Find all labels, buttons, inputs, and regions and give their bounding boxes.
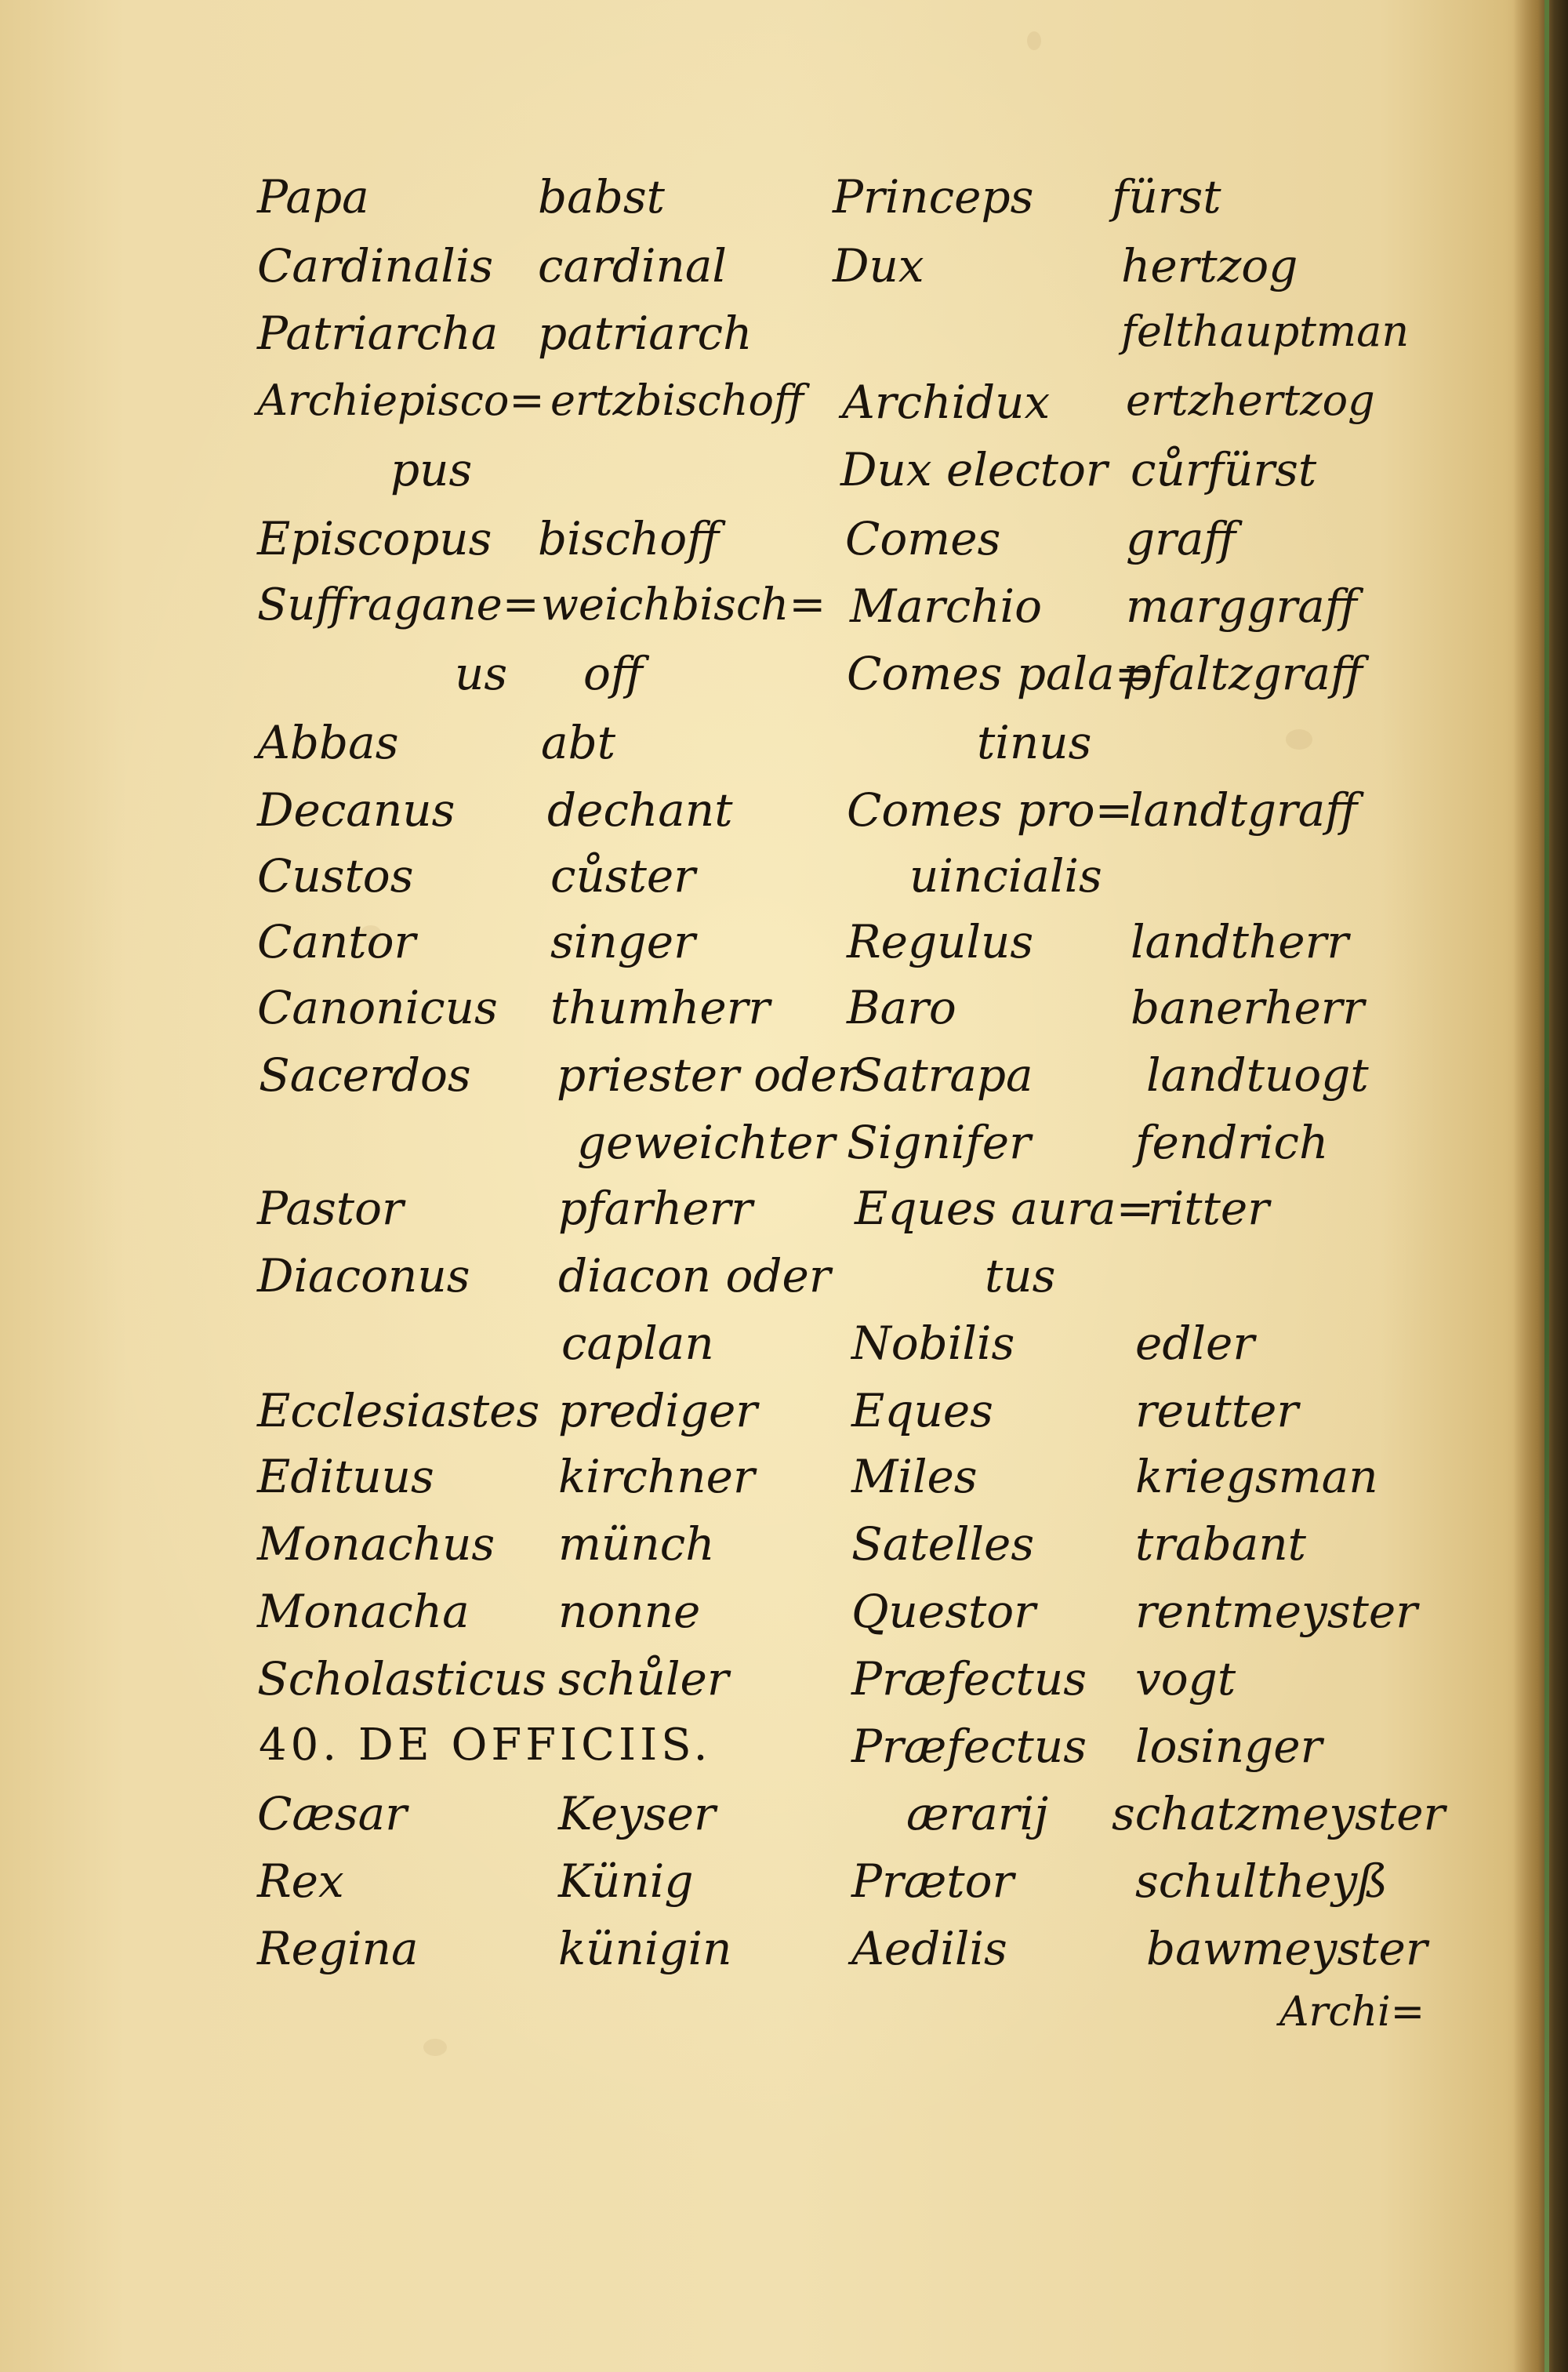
term-german: trabant: [1135, 1517, 1306, 1571]
term-german: abt: [541, 716, 616, 769]
term-latin: Episcopus: [257, 512, 492, 565]
term-latin: Papa: [257, 170, 369, 223]
term-latin: Diaconus: [257, 1249, 470, 1302]
term-german: marggraff: [1126, 579, 1357, 633]
term-latin: Præfectus: [851, 1652, 1087, 1705]
term-german: cůrfürst: [1131, 443, 1317, 496]
term-latin: Eques: [851, 1384, 993, 1437]
term-latin: Cardinalis: [257, 239, 494, 292]
term-latin: Monacha: [257, 1585, 470, 1638]
term-latin: Satelles: [851, 1517, 1035, 1571]
term-latin: Patriarcha: [257, 307, 499, 360]
term-latin: Marchio: [850, 579, 1042, 633]
term-german: künigin: [558, 1922, 732, 1975]
term-german: rentmeyster: [1135, 1585, 1417, 1638]
term-latin: Comes pala=: [847, 647, 1153, 700]
term-latin: Suffragane=: [257, 579, 539, 630]
term-latin: tus: [985, 1249, 1056, 1302]
term-german: cůster: [550, 849, 695, 903]
term-german: nonne: [558, 1585, 701, 1638]
term-german: banerherr: [1131, 981, 1365, 1034]
term-latin: Satrapa: [851, 1048, 1033, 1102]
term-german: münch: [558, 1517, 715, 1571]
term-latin: Signifer: [847, 1116, 1031, 1169]
term-german: fürst: [1112, 170, 1221, 223]
term-german: geweichter: [577, 1116, 836, 1169]
term-german: landtherr: [1131, 915, 1349, 968]
term-latin: Archiepisco=: [257, 376, 545, 425]
term-german: diacon oder: [558, 1249, 831, 1302]
paper-stain: [1286, 729, 1312, 750]
term-german: bischoff: [538, 512, 720, 565]
term-german: landtgraff: [1129, 783, 1358, 837]
paper-stain: [1027, 31, 1041, 50]
term-latin: Scholasticus: [257, 1652, 546, 1705]
term-latin: tinus: [977, 716, 1092, 769]
term-german: dechant: [547, 783, 733, 837]
term-german: caplan: [561, 1317, 714, 1370]
term-german: vogt: [1135, 1652, 1236, 1705]
term-german: priester oder: [557, 1048, 859, 1102]
paper-stain: [423, 2039, 447, 2056]
term-latin: Dux: [833, 239, 924, 292]
term-latin: Pastor: [257, 1182, 404, 1235]
term-latin: Questor: [851, 1585, 1036, 1638]
term-latin: Baro: [847, 981, 956, 1034]
term-german: Künig: [558, 1854, 694, 1908]
term-latin: Canonicus: [257, 981, 498, 1034]
term-german: losinger: [1135, 1720, 1323, 1773]
term-latin: Decanus: [257, 783, 456, 837]
term-latin: Eques aura=: [855, 1182, 1155, 1235]
term-german: felthauptman: [1121, 307, 1410, 356]
term-latin: Archidux: [842, 376, 1051, 429]
term-latin: Regulus: [847, 915, 1034, 968]
term-german: off: [583, 647, 644, 700]
term-german: graff: [1126, 512, 1236, 565]
term-german: reutter: [1135, 1384, 1299, 1437]
term-german: prediger: [558, 1384, 758, 1437]
term-latin: Comes: [845, 512, 1001, 565]
term-german: pfarherr: [558, 1182, 753, 1235]
page-edge-binding: [1544, 0, 1549, 2372]
term-latin: Sacerdos: [259, 1048, 471, 1102]
term-latin: Præfectus: [851, 1720, 1087, 1773]
term-german: schultheyß: [1135, 1854, 1388, 1908]
term-german: landtuogt: [1146, 1048, 1369, 1102]
term-latin: Cæsar: [257, 1787, 407, 1840]
term-latin: Aedilis: [851, 1922, 1007, 1975]
term-latin: Nobilis: [851, 1317, 1015, 1370]
term-german: pfaltzgraff: [1123, 647, 1363, 700]
term-latin: Miles: [851, 1450, 978, 1503]
term-german: fendrich: [1135, 1116, 1329, 1169]
term-german: ritter: [1148, 1182, 1269, 1235]
term-latin: Comes pro=: [847, 783, 1134, 837]
term-german: patriarch: [538, 307, 753, 360]
term-latin: us: [455, 647, 508, 700]
term-german: hertzog: [1121, 239, 1298, 292]
term-latin: Prætor: [851, 1854, 1014, 1908]
term-german: ertzbischoff: [550, 376, 804, 425]
page-edge-shadow: [1513, 0, 1568, 2372]
term-latin: Rex: [257, 1854, 344, 1908]
catchword: Archi=: [1279, 1989, 1425, 2036]
term-german: singer: [550, 915, 695, 968]
term-german: babst: [538, 170, 665, 223]
term-latin: ærarij: [906, 1787, 1049, 1840]
term-german: Keyser: [558, 1787, 716, 1840]
term-german: kriegsman: [1135, 1450, 1378, 1503]
term-latin: Regina: [257, 1922, 419, 1975]
term-latin: Dux elector: [840, 443, 1108, 496]
term-german: schůler: [558, 1652, 729, 1705]
term-latin: pus: [390, 443, 473, 496]
term-german: weichbisch=: [541, 579, 826, 630]
term-latin: Custos: [257, 849, 414, 903]
term-latin: Cantor: [257, 915, 416, 968]
term-latin: Ecclesiastes: [257, 1384, 540, 1437]
term-german: ertzhertzog: [1126, 376, 1375, 425]
section-heading: 40. DE OFFICIIS.: [259, 1720, 712, 1771]
term-german: kirchner: [558, 1450, 755, 1503]
term-latin: Abbas: [257, 716, 399, 769]
term-latin: Princeps: [833, 170, 1034, 223]
term-german: bawmeyster: [1146, 1922, 1428, 1975]
term-latin: Edituus: [257, 1450, 434, 1503]
term-latin: uincialis: [909, 849, 1102, 903]
term-german: schatzmeyster: [1112, 1787, 1446, 1840]
term-latin: Monachus: [257, 1517, 495, 1571]
term-german: cardinal: [538, 239, 727, 292]
term-german: edler: [1135, 1317, 1255, 1370]
term-german: thumherr: [550, 981, 771, 1034]
